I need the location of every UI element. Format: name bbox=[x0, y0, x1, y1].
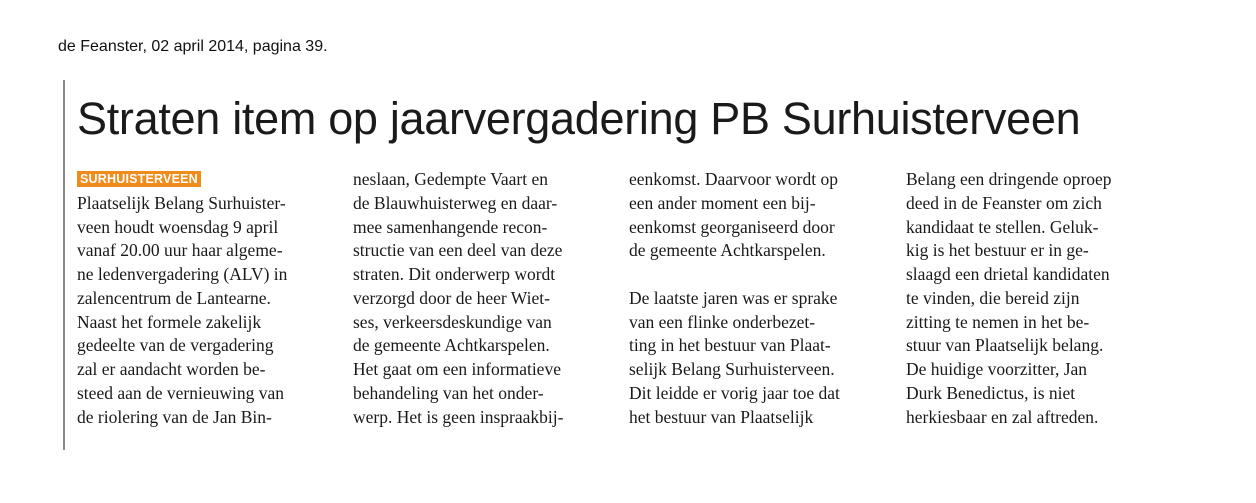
body-text-line: zal er aandacht worden be- bbox=[77, 359, 266, 379]
body-text-line: de Blauwhuisterweg en daar- bbox=[353, 192, 558, 213]
body-text-line: structie van een deel van deze bbox=[353, 240, 563, 261]
body-text-line: Plaatselijk Belang Surhuister- bbox=[77, 192, 286, 213]
body-text-line: neslaan, Gedempte Vaart en bbox=[353, 169, 549, 189]
body-text-line: vanaf 20.00 uur haar algeme- bbox=[77, 240, 283, 261]
body-text-line: de gemeente Achtkarspelen. bbox=[353, 335, 550, 356]
dateline-row bbox=[77, 168, 339, 192]
body-text-line: slaagd een drietal kandidaten bbox=[906, 264, 1110, 284]
body-text-line: Het gaat om een informatieve bbox=[353, 359, 561, 379]
body-text-line: te vinden, die bereid zijn bbox=[906, 287, 1080, 308]
body-text-line: gedeelte van de vergadering bbox=[77, 335, 274, 356]
body-text-line: verzorgd door de heer Wiet- bbox=[353, 287, 550, 308]
body-text-line: De huidige voorzitter, Jan bbox=[906, 359, 1088, 379]
body-text-line: eenkomst. Daarvoor wordt op bbox=[629, 169, 838, 189]
body-text-line: behandeling van het onder- bbox=[353, 382, 544, 403]
article-headline: Straten item op jaarvergadering PB Surhuisterveen bbox=[77, 93, 1081, 144]
body-text-line: Naast het formele zakelijk bbox=[77, 311, 262, 332]
source-reference: de Feanster, 02 april 2014, pagina 39. bbox=[58, 38, 328, 55]
body-text-line: ne ledenvergadering (ALV) in bbox=[77, 264, 288, 284]
dateline-label: SURHUISTERVEEN bbox=[77, 171, 201, 187]
body-text-line: Durk Benedictus, is niet bbox=[906, 382, 1076, 403]
body-text-line: straten. Dit onderwerp wordt bbox=[353, 264, 556, 284]
body-text-line: de gemeente Achtkarspelen. bbox=[629, 240, 826, 261]
body-text-line: herkiesbaar en zal aftreden. bbox=[906, 406, 1099, 427]
body-text-line: Dit leidde er vorig jaar toe dat bbox=[629, 382, 840, 403]
body-text-line: werp. Het is geen inspraakbij- bbox=[353, 406, 564, 427]
article-vertical-rule bbox=[63, 80, 65, 450]
body-text-line: zitting te nemen in het be- bbox=[906, 311, 1090, 332]
body-text-line: stuur van Plaatselijk belang. bbox=[906, 335, 1104, 356]
text-column-1 bbox=[77, 168, 339, 429]
paragraph-break bbox=[629, 263, 891, 287]
body-text-line: zalencentrum de Lantearne. bbox=[77, 287, 271, 308]
body-text-line: eenkomst georganiseerd door bbox=[629, 216, 835, 237]
body-text-line: ting in het bestuur van Plaat- bbox=[629, 335, 831, 356]
body-text-line: kandidaat te stellen. Geluk- bbox=[906, 216, 1099, 237]
body-text-line: het bestuur van Plaatselijk bbox=[629, 406, 814, 427]
body-text-line: Belang een dringende oproep bbox=[906, 169, 1112, 189]
body-text-line: steed aan de vernieuwing van bbox=[77, 382, 285, 403]
text-column-4 bbox=[906, 168, 1168, 429]
text-column-3 bbox=[629, 168, 891, 429]
body-text-line: De laatste jaren was er sprake bbox=[629, 287, 838, 308]
body-text-line: selijk Belang Surhuisterveen. bbox=[629, 359, 835, 379]
body-text-line: deed in de Feanster om zich bbox=[906, 192, 1102, 213]
body-text-line: mee samenhangende recon- bbox=[353, 216, 548, 237]
body-text-line: de riolering van de Jan Bin- bbox=[77, 406, 272, 427]
body-text-line: van een flinke onderbezet- bbox=[629, 311, 816, 332]
body-text-line: een ander moment een bij- bbox=[629, 192, 816, 213]
body-text-line: kig is het bestuur er in ge- bbox=[906, 240, 1089, 261]
body-text-line: veen houdt woensdag 9 april bbox=[77, 216, 279, 237]
body-text-line: ses, verkeersdeskundige van bbox=[353, 311, 552, 332]
text-column-2 bbox=[353, 168, 615, 429]
